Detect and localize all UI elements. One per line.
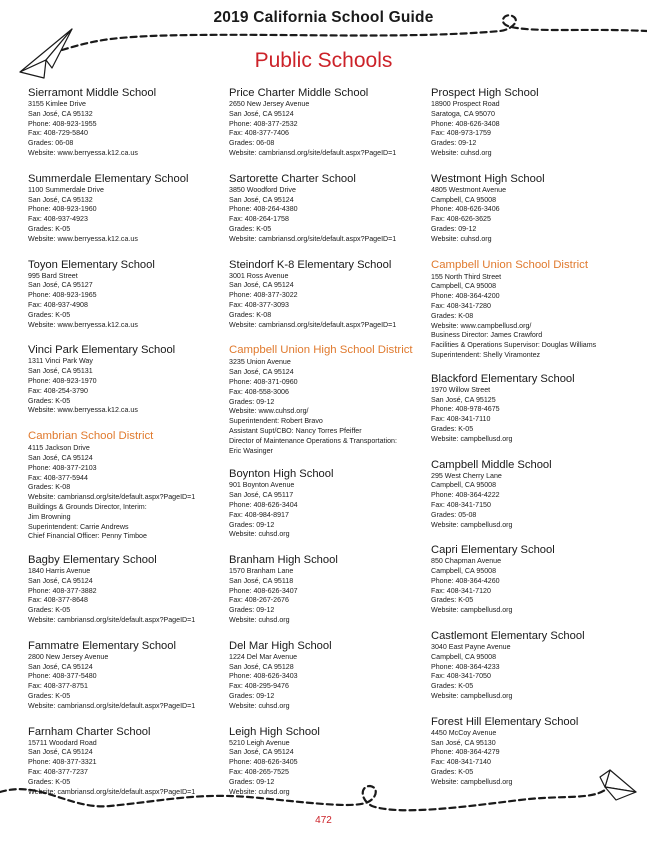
school-detail-line: San José, CA 95124 (28, 662, 93, 671)
school-detail-line: San José, CA 95124 (28, 453, 93, 462)
school-detail-line: San José, CA 95124 (229, 368, 294, 377)
school-detail-line: Grades: K-05 (28, 224, 71, 233)
school-detail-line: Fax: 408-341-7150 (431, 500, 491, 509)
school-detail-line: Website: cuhsd.org (229, 787, 290, 796)
school-detail-line: Fax: 408-558-3006 (229, 387, 289, 396)
school-entry (28, 172, 228, 245)
school-detail-line: Fax: 408-377-7237 (28, 768, 88, 777)
school-detail-line: Superintendent: Shelly Viramontez (431, 350, 541, 359)
column-3 (431, 86, 636, 801)
page-number: 472 (315, 815, 332, 826)
school-detail-line: Website: campbellusd.org (431, 520, 513, 529)
school-detail-line: 4450 McCoy Avenue (431, 728, 497, 737)
school-detail-line: Website: cambriansd.org/site/default.aspx?PageID=1 (28, 616, 196, 625)
school-entry (229, 86, 429, 159)
school-detail-line: Phone: 408-377-2532 (229, 119, 298, 128)
district-name: Campbell Union School District (431, 258, 588, 271)
school-detail-line: San José, CA 95124 (28, 748, 93, 757)
school-name: Sierramont Middle School (28, 87, 157, 99)
school-name: Vinci Park Elementary School (28, 344, 176, 357)
school-name: Fammatre Elementary School (28, 639, 176, 652)
school-entry (229, 258, 429, 331)
school-detail-line: Phone: 408-364-4222 (431, 491, 500, 500)
school-detail-line: Fax: 408-341-7120 (431, 586, 491, 595)
school-detail-line: Fax: 408-984-8917 (229, 510, 289, 519)
school-detail-line: 1311 Vinci Park Way (28, 357, 93, 366)
district-name: Cambrian School District (28, 430, 154, 443)
district-name: Campbell Union High School District (229, 344, 413, 357)
school-detail-line: San José, CA 95132 (28, 109, 93, 118)
school-entry (229, 725, 429, 798)
school-detail-line: 1570 Branham Lane (229, 567, 294, 576)
school-detail-line: 995 Bard Street (28, 271, 78, 280)
school-detail-line: San José, CA 95130 (431, 738, 496, 747)
school-detail-line: Fax: 408-377-3093 (229, 300, 289, 309)
school-detail-line: 850 Chapman Avenue (431, 557, 502, 566)
school-detail-line: Phone: 408-364-4200 (431, 292, 500, 301)
school-detail-line: Phone: 408-923-1955 (28, 119, 97, 128)
school-detail-line: 3040 East Payne Avenue (431, 643, 511, 652)
school-detail-line: Grades: K-05 (431, 424, 474, 433)
district-entry (28, 429, 228, 542)
school-detail-line: San José, CA 95127 (28, 281, 93, 290)
school-detail-line: Superintendent: Robert Bravo (229, 417, 323, 426)
school-detail-line: Website: www.berryessa.k12.ca.us (28, 406, 138, 415)
school-detail-line: Campbell, CA 95008 (431, 195, 497, 204)
school-detail-line: 901 Boynton Avenue (229, 481, 295, 490)
school-detail-line: Phone: 408-626-3406 (431, 205, 500, 214)
school-detail-line: Phone: 408-626-3404 (229, 500, 298, 509)
school-name: Bagby Elementary School (28, 554, 157, 567)
school-detail-line: Website: cambriansd.org/site/default.aspx?PageID=1 (28, 787, 196, 796)
school-entry (431, 172, 636, 245)
school-detail-line: San José, CA 95124 (229, 281, 294, 290)
school-name: Capri Elementary School (431, 544, 555, 557)
school-detail-line: Website: cuhsd.org (229, 616, 290, 625)
school-detail-line: 1970 Willow Street (431, 385, 491, 394)
school-detail-line: Campbell, CA 95008 (431, 652, 497, 661)
school-detail-line: Grades: K-05 (431, 596, 474, 605)
column-1 (28, 86, 228, 810)
school-detail-line: Fax: 408-626-3625 (431, 215, 491, 224)
column-2 (229, 86, 429, 810)
school-detail-line: Grades: K-05 (28, 692, 71, 701)
school-entry (229, 639, 429, 712)
school-name: Campbell Middle School (431, 458, 552, 471)
school-name: Westmont High School (431, 172, 545, 185)
school-detail-line: Website: www.campbellusd.org/ (431, 321, 532, 330)
school-detail-line: Fax: 408-377-8751 (28, 682, 88, 691)
school-detail-line: Phone: 408-364-4260 (431, 576, 500, 585)
school-name: Del Mar High School (229, 639, 332, 652)
school-detail-line: 295 West Cherry Lane (431, 471, 502, 480)
school-entry (28, 343, 228, 416)
school-detail-line: Grades: K-05 (28, 606, 71, 615)
school-detail-line: Grades: K-05 (431, 768, 474, 777)
school-detail-line: Jim Browning (28, 512, 71, 521)
school-detail-line: 4805 Westmont Avenue (431, 185, 507, 194)
school-detail-line: Phone: 408-377-3882 (28, 586, 97, 595)
school-detail-line: 4115 Jackson Drive (28, 444, 90, 453)
school-detail-line: Website: www.berryessa.k12.ca.us (28, 234, 138, 243)
school-detail-line: San José, CA 95117 (229, 491, 294, 500)
school-detail-line: Facilities & Operations Supervisor: Douglas Williams (431, 341, 597, 350)
school-detail-line: Fax: 408-937-4923 (28, 215, 88, 224)
school-detail-line: Grades: 09-12 (229, 606, 275, 615)
school-detail-line: Campbell, CA 95008 (431, 567, 497, 576)
school-detail-line: Fax: 408-973-1759 (431, 129, 491, 138)
school-detail-line: 3235 Union Avenue (229, 358, 291, 367)
school-detail-line: Website: cuhsd.org (431, 148, 492, 157)
school-detail-line: Eric Wasinger (229, 446, 273, 455)
school-detail-line: Grades: 09-12 (229, 520, 275, 529)
school-entry (431, 629, 636, 702)
school-detail-line: Grades: K-05 (28, 396, 71, 405)
school-detail-line: Phone: 408-364-4233 (431, 662, 500, 671)
school-detail-line: Fax: 408-377-7406 (229, 129, 289, 138)
school-detail-line: Fax: 408-937-4908 (28, 300, 88, 309)
school-detail-line: Website: cambriansd.org/site/default.aspx?PageID=1 (229, 148, 397, 157)
school-name: Boynton High School (229, 468, 334, 481)
school-name: Toyon Elementary School (28, 258, 155, 271)
school-detail-line: Fax: 408-254-3790 (28, 386, 88, 395)
school-detail-line: San José, CA 95124 (229, 195, 294, 204)
school-detail-line: Fax: 408-729-5840 (28, 129, 88, 138)
school-detail-line: Phone: 408-923-1960 (28, 205, 97, 214)
school-detail-line: Website: cambriansd.org/site/default.aspx?PageID=1 (28, 701, 196, 710)
school-name: Summerdale Elementary School (28, 172, 189, 185)
school-detail-line: Fax: 408-264-1758 (229, 215, 289, 224)
school-detail-line: Grades: 06-08 (229, 139, 275, 148)
school-detail-line: Grades: 05-08 (431, 510, 477, 519)
school-detail-line: Fax: 408-377-5944 (28, 473, 88, 482)
school-detail-line: Assistant Supt/CBO: Nancy Torres Pfeiffer (229, 426, 362, 435)
school-entry (431, 715, 636, 788)
school-detail-line: Website: cambriansd.org/site/default.aspx?PageID=1 (229, 320, 397, 329)
school-detail-line: Website: campbellusd.org (431, 434, 513, 443)
school-name: Steindorf K-8 Elementary School (229, 258, 392, 271)
school-detail-line: Phone: 408-626-3407 (229, 586, 298, 595)
school-detail-line: Campbell, CA 95008 (431, 282, 497, 291)
school-detail-line: Website: cuhsd.org (431, 234, 492, 243)
school-detail-line: Website: www.cuhsd.org/ (229, 407, 309, 416)
school-entry (229, 553, 429, 626)
school-detail-line: Fax: 408-265-7525 (229, 768, 289, 777)
school-detail-line: San José, CA 95124 (229, 748, 294, 757)
school-detail-line: Chief Financial Officer: Penny Timboe (28, 532, 147, 541)
school-detail-line: Phone: 408-377-3022 (229, 291, 298, 300)
school-detail-line: San José, CA 95128 (229, 662, 294, 671)
school-detail-line: Director of Maintenance Operations & Transportation: (229, 436, 397, 445)
school-name: Branham High School (229, 554, 338, 567)
school-detail-line: Phone: 408-978-4675 (431, 405, 500, 414)
school-detail-line: Phone: 408-264-4380 (229, 205, 298, 214)
school-entry (229, 467, 429, 540)
school-detail-line: Website: cambriansd.org/site/default.aspx?PageID=1 (28, 493, 196, 502)
school-entry (431, 86, 636, 159)
school-detail-line: Website: cuhsd.org (229, 701, 290, 710)
school-detail-line: 15711 Woodard Road (28, 738, 97, 747)
school-detail-line: Website: campbellusd.org (431, 606, 513, 615)
school-name: Forest Hill Elementary School (431, 715, 579, 728)
school-detail-line: Saratoga, CA 95070 (431, 109, 495, 118)
school-detail-line: Grades: K-05 (229, 224, 272, 233)
school-detail-line: 3850 Woodford Drive (229, 185, 296, 194)
school-detail-line: Grades: K-08 (431, 311, 474, 320)
school-detail-line: Grades: 09-12 (229, 692, 275, 701)
district-entry (431, 258, 636, 361)
school-entry (431, 543, 636, 616)
school-detail-line: Phone: 408-377-5480 (28, 672, 97, 681)
school-entry (28, 258, 228, 331)
school-detail-line: San José, CA 95124 (28, 576, 93, 585)
school-entry (28, 553, 228, 626)
school-detail-line: 2650 New Jersey Avenue (229, 100, 310, 108)
school-detail-line: Grades: K-05 (28, 777, 71, 786)
school-detail-line: Fax: 408-267-2676 (229, 596, 289, 605)
school-name: Price Charter Middle School (229, 87, 369, 99)
school-detail-line: Phone: 408-377-2103 (28, 463, 97, 472)
school-detail-line: 1100 Summerdale Drive (28, 185, 104, 194)
school-detail-line: Website: www.berryessa.k12.ca.us (28, 148, 138, 157)
school-detail-line: Buildings & Grounds Director, Interim: (28, 502, 147, 511)
school-detail-line: Website: cambriansd.org/site/default.aspx?PageID=1 (229, 234, 397, 243)
school-detail-line: Grades: 09-12 (229, 777, 275, 786)
school-detail-line: Fax: 408-341-7110 (431, 415, 491, 424)
school-detail-line: Grades: 06-08 (28, 139, 74, 148)
school-entry (28, 725, 228, 798)
school-detail-line: Phone: 408-364-4279 (431, 748, 500, 757)
school-name: Sartorette Charter School (229, 172, 356, 185)
school-detail-line: Fax: 408-341-7140 (431, 758, 491, 767)
school-detail-line: Phone: 408-923-1965 (28, 291, 97, 300)
school-detail-line: Superintendent: Carrie Andrews (28, 522, 129, 531)
school-detail-line: Fax: 408-341-7280 (431, 301, 491, 310)
school-detail-line: San José, CA 95131 (28, 367, 93, 376)
school-name: Prospect High School (431, 87, 539, 99)
school-detail-line: Phone: 408-371-0960 (229, 377, 298, 386)
school-name: Leigh High School (229, 725, 320, 738)
school-detail-line: Fax: 408-295-9476 (229, 682, 289, 691)
school-detail-line: Grades: K-08 (229, 310, 272, 319)
school-detail-line: Grades: 09-12 (431, 224, 477, 233)
school-entry (28, 639, 228, 712)
school-detail-line: Grades: 09-12 (229, 397, 275, 406)
school-entry (431, 458, 636, 531)
school-detail-line: Grades: K-05 (431, 682, 474, 691)
school-detail-line: San José, CA 95124 (229, 109, 294, 118)
school-entry (229, 172, 429, 245)
school-detail-line: Phone: 408-923-1970 (28, 376, 97, 385)
school-detail-line: 5210 Leigh Avenue (229, 738, 290, 747)
school-name: Blackford Elementary School (431, 372, 575, 385)
school-detail-line: Website: campbellusd.org (431, 692, 513, 701)
school-detail-line: Phone: 408-626-3408 (431, 119, 500, 128)
guide-title: 2019 California School Guide (213, 9, 434, 26)
school-detail-line: Website: cuhsd.org (229, 530, 290, 539)
school-detail-line: Fax: 408-377-8648 (28, 596, 88, 605)
school-detail-line: Phone: 408-626-3405 (229, 758, 298, 767)
school-name: Castlemont Elementary School (431, 630, 585, 643)
school-detail-line: Fax: 408-341-7050 (431, 672, 491, 681)
school-detail-line: Grades: K-08 (28, 483, 71, 492)
school-detail-line: San José, CA 95125 (431, 395, 496, 404)
district-entry (229, 343, 429, 456)
school-detail-line: 1840 Harris Avenue (28, 567, 91, 576)
school-detail-line: Campbell, CA 95008 (431, 481, 497, 490)
school-name: Farnham Charter School (28, 725, 151, 738)
school-detail-line: 3001 Ross Avenue (229, 271, 289, 280)
school-detail-line: 3155 Kimlee Drive (28, 100, 86, 108)
school-detail-line: Grades: 09-12 (431, 139, 477, 148)
school-detail-line: Phone: 408-377-3321 (28, 758, 97, 767)
school-detail-line: San José, CA 95118 (229, 576, 294, 585)
school-detail-line: Website: campbellusd.org (431, 777, 513, 786)
school-detail-line: Phone: 408-626-3403 (229, 672, 298, 681)
school-detail-line: Grades: K-05 (28, 310, 71, 319)
school-entry (28, 86, 228, 159)
school-detail-line: Website: www.berryessa.k12.ca.us (28, 320, 138, 329)
school-detail-line: 1224 Del Mar Avenue (229, 652, 298, 661)
section-title: Public Schools (254, 49, 393, 72)
school-detail-line: 18900 Prospect Road (431, 100, 500, 108)
school-detail-line: San José, CA 95132 (28, 195, 93, 204)
school-detail-line: 2800 New Jersey Avenue (28, 652, 109, 661)
school-entry (431, 372, 636, 445)
school-detail-line: 155 North Third Street (431, 272, 502, 281)
school-detail-line: Business Director: James Crawford (431, 331, 543, 340)
